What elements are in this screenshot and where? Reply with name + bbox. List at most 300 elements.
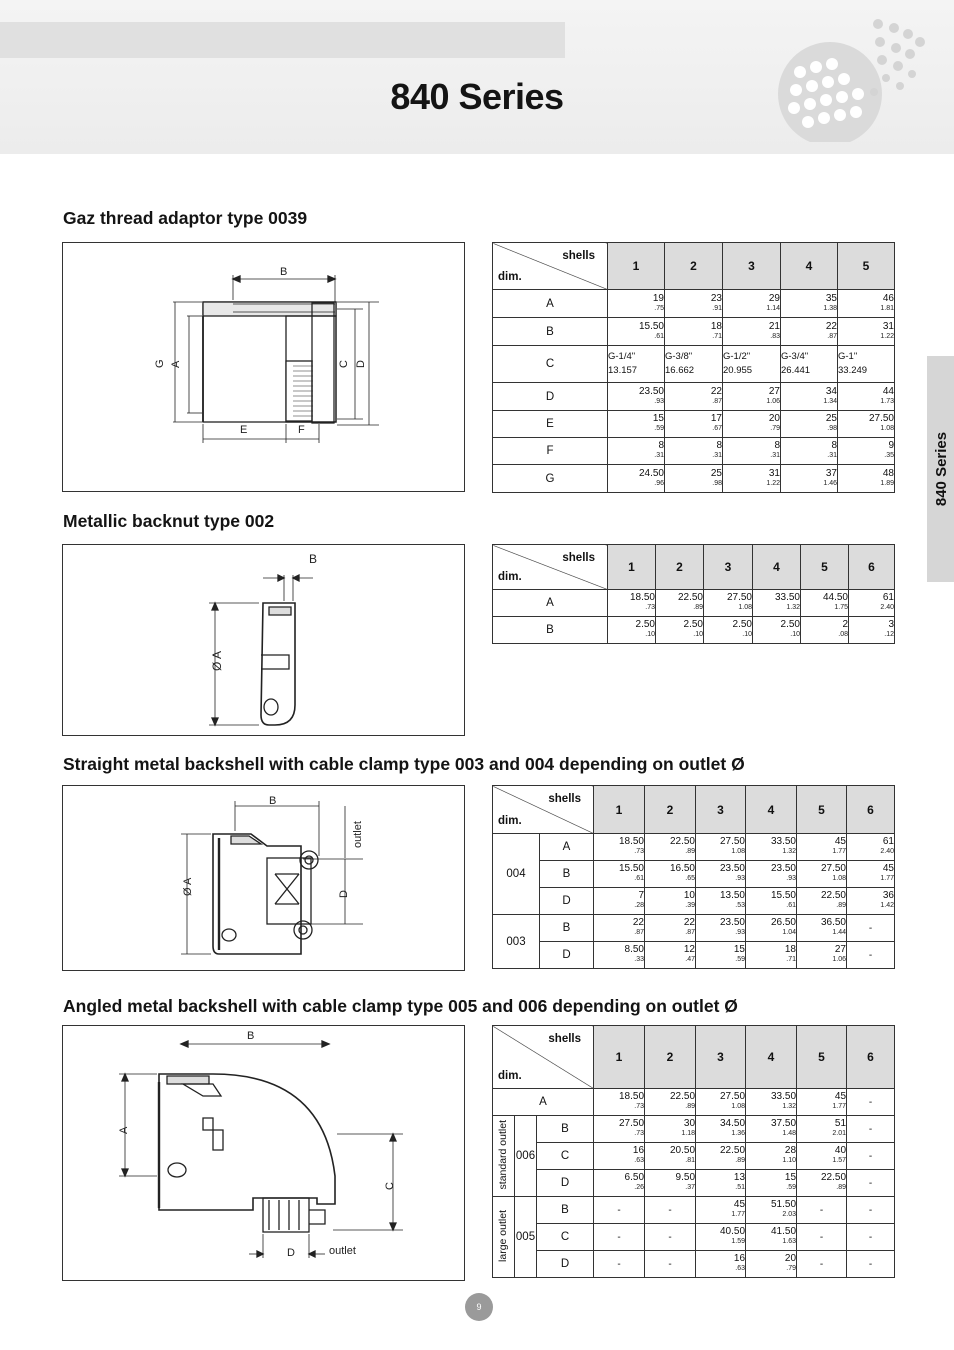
- value-mm: 18: [784, 944, 796, 955]
- value-mm: 31: [768, 467, 780, 479]
- label-B: B: [309, 552, 318, 566]
- table-cell: [696, 888, 746, 915]
- table-cell: [797, 861, 847, 888]
- value-inch: .79: [770, 425, 780, 432]
- dim-label-cell: C: [537, 1143, 594, 1170]
- table-row: [493, 346, 895, 383]
- table-cell: [746, 1170, 797, 1197]
- table-row: [493, 590, 895, 617]
- value-inch: 2.40: [880, 604, 894, 611]
- value-mm: 45: [834, 1091, 847, 1102]
- value-mm: 27.50: [719, 836, 745, 847]
- value-inch: 1.22: [880, 332, 894, 340]
- section-title-angled: Angled metal backshell with cable clamp type 005 and 006 depending on outlet Ø: [63, 996, 738, 1016]
- value-inch: 1.81: [880, 304, 894, 312]
- table-cell: [665, 465, 723, 493]
- label-B: B: [269, 795, 277, 807]
- value-mm: 18.50: [629, 592, 655, 603]
- value-mm: 19: [652, 292, 664, 304]
- shells-label: shells: [548, 1033, 582, 1045]
- value-inch: 1.08: [880, 425, 894, 432]
- value-inch: .31: [654, 452, 664, 459]
- page-number: 9: [465, 1293, 493, 1321]
- value-inch: 1.63: [782, 1238, 797, 1245]
- dim-label: dim.: [498, 571, 522, 583]
- table-cell: [594, 1170, 645, 1197]
- shell-header-3: 3: [696, 786, 746, 834]
- label-B: B: [280, 266, 288, 278]
- header-row: [493, 786, 895, 834]
- table-cell: [656, 590, 704, 617]
- thread-size: G-3/4": [781, 351, 809, 362]
- value-mm: 15.50: [770, 890, 796, 901]
- value-mm: 20: [784, 1253, 797, 1264]
- table-cell: [608, 383, 665, 411]
- value-mm: 22: [710, 385, 722, 397]
- shell-header-6: 6: [847, 1026, 895, 1089]
- thread-size: G-1": [838, 351, 858, 362]
- value-mm: 23.50: [770, 863, 796, 874]
- shell-header-1: 1: [594, 1026, 645, 1089]
- dim-label-cell: A: [493, 590, 608, 617]
- table-cell: [838, 465, 895, 493]
- dim-label: dim.: [498, 1070, 522, 1082]
- dim-label-cell: F: [493, 438, 608, 465]
- label-D: D: [287, 1247, 295, 1259]
- value-mm: 13.50: [719, 890, 745, 901]
- shell-header-4: 4: [746, 786, 797, 834]
- dim-label-cell: D: [537, 1251, 594, 1278]
- value-inch: .83: [770, 332, 780, 340]
- value-mm: 22.50: [820, 1172, 847, 1183]
- table-row: [493, 1089, 895, 1116]
- value-inch: 1.42: [880, 902, 894, 909]
- value-inch: .89: [836, 1184, 847, 1191]
- value-mm: 21: [768, 320, 780, 332]
- value-mm: 2: [842, 619, 848, 630]
- table-row: [493, 411, 895, 438]
- value-mm: 27.50: [618, 1118, 645, 1129]
- table-cell: [594, 1143, 645, 1170]
- table-cell: -: [645, 1251, 696, 1278]
- value-mm: 51: [834, 1118, 847, 1129]
- table-cell: [696, 861, 746, 888]
- value-inch: .61: [786, 902, 796, 909]
- table-row: [493, 383, 895, 411]
- value-inch: 1.77: [731, 1211, 746, 1218]
- value-inch: .59: [654, 425, 664, 432]
- corner-header: [493, 243, 608, 290]
- value-mm: 35: [825, 292, 837, 304]
- table-row: [493, 1143, 895, 1170]
- value-inch: .89: [685, 848, 695, 855]
- value-mm: 27: [768, 385, 780, 397]
- value-inch: .51: [735, 1184, 746, 1191]
- value-mm: 31: [882, 320, 894, 332]
- table-cell: [746, 888, 797, 915]
- label-F: F: [298, 424, 305, 436]
- value-mm: 15: [784, 1172, 797, 1183]
- value-inch: .39: [685, 902, 695, 909]
- section-title-backnut: Metallic backnut type 002: [63, 511, 275, 531]
- shell-header-4: 4: [781, 243, 838, 290]
- table-cell: [696, 1116, 746, 1143]
- value-mm: 8.50: [624, 944, 644, 955]
- corner-header: [493, 786, 594, 834]
- label-D: D: [338, 890, 350, 898]
- value-inch: .89: [836, 902, 846, 909]
- table-cell: -: [797, 1197, 847, 1224]
- page-title: 840 Series: [390, 76, 564, 117]
- table-cell: [781, 318, 838, 346]
- value-mm: 18.50: [618, 836, 644, 847]
- type-cell: 003: [493, 915, 540, 969]
- table-cell: [746, 942, 797, 969]
- page-header: [0, 0, 954, 154]
- value-mm: 45: [834, 836, 846, 847]
- table-cell: [645, 888, 696, 915]
- value-mm: 46: [882, 292, 894, 304]
- section-title-straight: Straight metal backshell with cable clamp type 003 and 004 depending on outlet Ø: [63, 754, 745, 774]
- table-row: [493, 915, 895, 942]
- value-mm: 3: [888, 619, 894, 630]
- value-inch: 1.77: [832, 1103, 847, 1110]
- table-cell: [608, 465, 665, 493]
- table-cell: [801, 617, 849, 644]
- table-cell: -: [847, 1170, 895, 1197]
- value-mm: 7: [638, 890, 644, 901]
- value-mm: 25: [825, 413, 837, 424]
- table-cell: -: [797, 1224, 847, 1251]
- value-mm: 23.50: [719, 863, 745, 874]
- value-mm: 22.50: [669, 836, 695, 847]
- dim-label-cell: C: [493, 346, 608, 383]
- value-mm: 22.50: [719, 1145, 746, 1156]
- thread-diameter: 16.662: [665, 365, 695, 376]
- table-cell: [696, 1251, 746, 1278]
- table-cell: -: [847, 1143, 895, 1170]
- shell-header-4: 4: [753, 545, 801, 590]
- value-inch: .93: [654, 397, 664, 405]
- value-inch: .31: [712, 452, 722, 459]
- value-mm: 40.50: [719, 1226, 746, 1237]
- shells-label: shells: [562, 250, 595, 262]
- value-mm: 15.50: [638, 320, 664, 332]
- value-mm: 20: [768, 413, 780, 424]
- header-row: [493, 1026, 895, 1089]
- value-inch: .79: [786, 1265, 797, 1272]
- table-cell: -: [847, 942, 895, 969]
- table-cell: [797, 834, 847, 861]
- shell-header-3: 3: [723, 243, 781, 290]
- value-mm: 45: [882, 863, 894, 874]
- value-inch: 1.75: [834, 604, 848, 611]
- value-inch: 1.10: [782, 1157, 797, 1164]
- value-mm: 6.50: [624, 1172, 645, 1183]
- table-cell: [696, 915, 746, 942]
- value-mm: 8: [831, 440, 837, 451]
- value-inch: 1.36: [731, 1130, 746, 1137]
- table-cell: -: [645, 1224, 696, 1251]
- table-cell: [746, 1116, 797, 1143]
- table-cell: [746, 861, 797, 888]
- value-mm: 17: [710, 413, 722, 424]
- value-mm: 8: [774, 440, 780, 451]
- value-mm: 2.50: [732, 619, 752, 630]
- table-row: [493, 1170, 895, 1197]
- value-mm: 23.50: [638, 385, 664, 397]
- value-inch: 1.59: [731, 1238, 746, 1245]
- table-cell: [704, 617, 753, 644]
- table-cell: [781, 290, 838, 318]
- value-inch: .59: [786, 1184, 797, 1191]
- value-mm: 30: [683, 1118, 696, 1129]
- drawing-angled-backshell: [62, 1025, 465, 1281]
- label-A: Ø A: [182, 877, 194, 896]
- table-cell: [838, 290, 895, 318]
- value-inch: .35: [884, 452, 894, 459]
- table-cell: [665, 438, 723, 465]
- table-cell: [608, 411, 665, 438]
- backnut-dimensions-table: [492, 544, 895, 644]
- table-cell: [608, 617, 656, 644]
- thread-diameter: 13.157: [608, 365, 638, 376]
- dot-pattern-logo: [770, 12, 950, 142]
- label-G: G: [154, 359, 166, 368]
- dim-label-cell: C: [537, 1224, 594, 1251]
- table-cell: [645, 834, 696, 861]
- thread-diameter: 20.955: [723, 365, 753, 376]
- value-inch: .10: [645, 631, 655, 638]
- value-inch: .31: [770, 452, 780, 459]
- table-cell: -: [797, 1251, 847, 1278]
- value-inch: .87: [634, 929, 644, 936]
- shells-label: shells: [548, 793, 581, 805]
- table-cell: [608, 590, 656, 617]
- value-inch: .73: [634, 1103, 645, 1110]
- value-mm: 2.50: [683, 619, 703, 630]
- table-cell: [704, 590, 753, 617]
- table-cell: [594, 942, 645, 969]
- value-mm: 44: [882, 385, 894, 397]
- value-mm: 33.50: [770, 836, 796, 847]
- value-mm: 29: [768, 292, 780, 304]
- table-row: [493, 888, 895, 915]
- shell-header-3: 3: [696, 1026, 746, 1089]
- value-inch: .73: [634, 848, 644, 855]
- label-E: E: [240, 424, 248, 436]
- table-cell: [696, 1170, 746, 1197]
- value-mm: 13: [733, 1172, 746, 1183]
- table-cell: [594, 834, 645, 861]
- value-mm: 41.50: [770, 1226, 797, 1237]
- table-cell: [723, 346, 781, 383]
- table-cell: [696, 834, 746, 861]
- value-inch: .81: [685, 1157, 696, 1164]
- table-cell: [838, 383, 895, 411]
- table-cell: [781, 411, 838, 438]
- value-inch: .12: [884, 631, 894, 638]
- table-cell: [801, 590, 849, 617]
- dim-label-cell: B: [537, 1116, 594, 1143]
- shell-header-1: 1: [608, 545, 656, 590]
- value-mm: 36: [882, 890, 894, 901]
- table-row: [493, 834, 895, 861]
- thread-size: G-3/8": [665, 351, 693, 362]
- header-stripe: [0, 22, 565, 58]
- angled-dimensions-table: [492, 1025, 895, 1278]
- outlet-label: standard outlet: [497, 1119, 509, 1190]
- value-inch: .73: [634, 1130, 645, 1137]
- value-mm: 22: [825, 320, 837, 332]
- dim-label-cell: E: [493, 411, 608, 438]
- dim-label-cell: D: [540, 942, 594, 969]
- value-mm: 18: [710, 320, 722, 332]
- table-row: [493, 1251, 895, 1278]
- table-cell: [665, 290, 723, 318]
- value-inch: .53: [735, 902, 745, 909]
- table-row: [493, 318, 895, 346]
- value-inch: 1.46: [823, 479, 837, 487]
- shell-header-6: 6: [849, 545, 895, 590]
- shell-header-2: 2: [645, 786, 696, 834]
- label-C: C: [338, 360, 350, 368]
- value-inch: 1.34: [823, 397, 837, 405]
- table-cell: [746, 915, 797, 942]
- value-inch: .75: [654, 304, 664, 312]
- value-inch: .65: [685, 875, 695, 882]
- value-mm: 44.50: [822, 592, 848, 603]
- table-row: [493, 617, 895, 644]
- shell-header-3: 3: [704, 545, 753, 590]
- value-mm: 25: [710, 467, 722, 479]
- table-cell: [656, 617, 704, 644]
- value-inch: 1.08: [832, 875, 846, 882]
- value-inch: .67: [712, 425, 722, 432]
- value-mm: 15: [652, 413, 664, 424]
- value-inch: 1.32: [782, 848, 796, 855]
- value-inch: 1.77: [832, 848, 846, 855]
- value-mm: 27.50: [820, 863, 846, 874]
- table-cell: [838, 411, 895, 438]
- table-cell: [608, 346, 665, 383]
- dim-label-cell: A: [493, 290, 608, 318]
- value-mm: 51.50: [770, 1199, 797, 1210]
- shell-header-1: 1: [594, 786, 645, 834]
- table-cell: [797, 915, 847, 942]
- value-inch: 2.40: [880, 848, 894, 855]
- outlet-cell: [493, 1116, 515, 1197]
- table-row: [493, 1116, 895, 1143]
- table-cell: [594, 1116, 645, 1143]
- value-inch: 2.01: [832, 1130, 847, 1137]
- value-mm: 33.50: [770, 1091, 797, 1102]
- value-inch: 1.06: [832, 956, 846, 963]
- table-cell: [781, 438, 838, 465]
- shell-header-5: 5: [797, 786, 847, 834]
- header-row: [493, 545, 895, 590]
- thread-size: G-1/4": [608, 351, 636, 362]
- dim-label-cell: B: [540, 861, 594, 888]
- shell-header-5: 5: [801, 545, 849, 590]
- table-cell: [781, 383, 838, 411]
- shells-label: shells: [562, 552, 595, 564]
- shell-header-4: 4: [746, 1026, 797, 1089]
- value-inch: .87: [685, 929, 695, 936]
- value-inch: .26: [634, 1184, 645, 1191]
- value-inch: .59: [735, 956, 745, 963]
- table-cell: [753, 590, 801, 617]
- value-inch: .96: [654, 479, 664, 487]
- value-inch: 1.89: [880, 479, 894, 487]
- value-mm: 34.50: [719, 1118, 746, 1129]
- label-outlet: outlet: [352, 821, 364, 848]
- table-cell: [797, 942, 847, 969]
- value-mm: 22.50: [677, 592, 703, 603]
- value-inch: .93: [735, 929, 745, 936]
- label-C: C: [384, 1182, 396, 1190]
- value-inch: .37: [685, 1184, 696, 1191]
- value-mm: 16: [632, 1145, 645, 1156]
- value-inch: .87: [827, 332, 837, 340]
- straight-dimensions-table: [492, 785, 895, 969]
- value-inch: 1.08: [738, 604, 752, 611]
- value-inch: 1.77: [880, 875, 894, 882]
- shell-header-5: 5: [797, 1026, 847, 1089]
- table-cell: [594, 861, 645, 888]
- value-inch: .87: [712, 397, 722, 405]
- value-mm: 45: [733, 1199, 746, 1210]
- value-inch: .71: [786, 956, 796, 963]
- value-mm: 27.50: [726, 592, 752, 603]
- table-cell: [746, 834, 797, 861]
- value-mm: 10: [683, 890, 695, 901]
- shell-header-1: 1: [608, 243, 665, 290]
- value-inch: .47: [685, 956, 695, 963]
- table-cell: [723, 438, 781, 465]
- value-mm: 22.50: [669, 1091, 696, 1102]
- table-cell: -: [594, 1197, 645, 1224]
- value-mm: 20.50: [669, 1145, 696, 1156]
- table-cell: [665, 346, 723, 383]
- side-section-tab: [927, 356, 954, 582]
- table-row: [493, 942, 895, 969]
- table-cell: [781, 465, 838, 493]
- value-mm: 9.50: [675, 1172, 696, 1183]
- shell-header-2: 2: [656, 545, 704, 590]
- table-cell: [847, 861, 895, 888]
- value-inch: 1.08: [731, 848, 745, 855]
- table-cell: [608, 318, 665, 346]
- label-outlet: outlet: [329, 1245, 356, 1257]
- value-inch: .91: [712, 304, 722, 312]
- table-cell: [746, 1251, 797, 1278]
- label-B: B: [247, 1030, 255, 1042]
- table-cell: [746, 1143, 797, 1170]
- section-title-gaz: Gaz thread adaptor type 0039: [63, 208, 308, 228]
- value-mm: 23: [710, 292, 722, 304]
- value-mm: 27.50: [719, 1091, 746, 1102]
- value-mm: 34: [825, 385, 837, 397]
- outlet-cell: [493, 1197, 515, 1278]
- table-cell: [797, 1170, 847, 1197]
- value-inch: .31: [827, 452, 837, 459]
- value-inch: .63: [634, 1157, 645, 1164]
- table-row: [493, 465, 895, 493]
- value-inch: 1.04: [782, 929, 796, 936]
- value-inch: .28: [634, 902, 644, 909]
- header-row: [493, 243, 895, 290]
